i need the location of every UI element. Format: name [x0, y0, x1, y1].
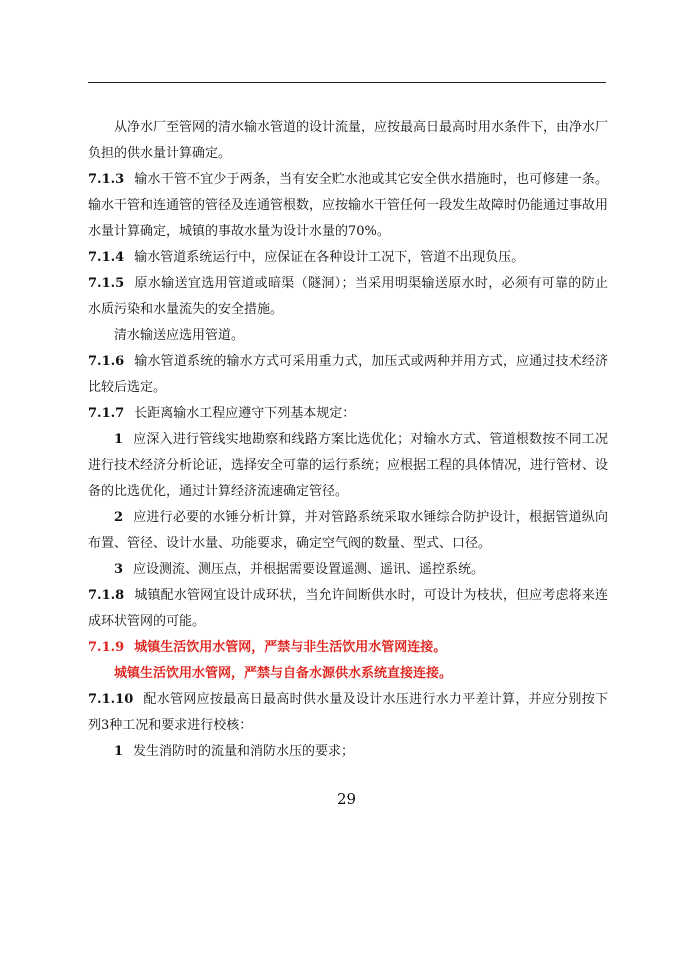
clause-number: 7.1.9 — [88, 640, 125, 655]
clause-number: 7.1.3 — [88, 172, 125, 187]
clause-number: 7.1.6 — [88, 354, 125, 369]
list-item-number: 3 — [114, 562, 124, 577]
list-item — [88, 557, 608, 583]
clause-7-1-9-mandatory-2 — [88, 661, 608, 687]
clause-text: 原水输送宜选用管道或暗渠（隧洞）；当采用明渠输送原水时，必须有可靠的防止水质污染和水量流失的安全措施。 — [88, 276, 608, 317]
list-item-text: 应深入进行管线实地勘察和线路方案比选优化；对输水方式、管道根数按不同工况进行技术经济分析论证，选择安全可靠的运行系统；应根据工程的具体情况，进行管材、设备的比选优化，通过计算经济流速确定管径。 — [88, 432, 609, 499]
clause-text: 输水干管不宜少于两条，当有安全贮水池或其它安全供水措施时，也可修建一条。输水干管和连通管的管径及连通管根数，应按输水干管任何一段发生故障时仍能通过事故用水量计算确定，城镇的事故水量为设计水量的70%。 — [88, 172, 609, 239]
clause-7-1-3 — [88, 167, 608, 245]
clause-number: 7.1.10 — [88, 692, 134, 707]
list-item — [88, 505, 608, 557]
clause-7-1-5 — [88, 271, 608, 323]
list-item — [88, 739, 608, 765]
clause-7-1-8 — [88, 583, 608, 635]
clause-text: 长距离输水工程应遵守下列基本规定： — [134, 406, 356, 421]
paragraph-text: 从净水厂至管网的清水输水管道的设计流量，应按最高日最高时用水条件下，由净水厂负担的供水量计算确定。 — [88, 120, 609, 161]
clause-text: 城镇生活饮用水管网，严禁与自备水源供水系统直接连接。 — [114, 666, 453, 681]
page-number: 29 — [336, 790, 357, 808]
document-body — [88, 115, 608, 765]
clause-text: 城镇配水管网宜设计成环状，当允许间断供水时，可设计为枝状，但应考虑将来连成环状管网的可能。 — [88, 588, 608, 629]
list-item-text: 发生消防时的流量和消防水压的要求； — [133, 744, 355, 759]
list-item-text: 应进行必要的水锤分析计算，并对管路系统采取水锤综合防护设计，根据管道纵向布置、管径、设计水量、功能要求，确定空气阀的数量、型式、口径。 — [88, 510, 608, 551]
clause-number: 7.1.8 — [88, 588, 125, 603]
clause-number: 7.1.5 — [88, 276, 125, 291]
header-rule — [88, 82, 606, 83]
clause-7-1-5-note — [88, 323, 608, 349]
list-item — [88, 427, 608, 505]
clause-7-1-9-mandatory — [88, 635, 608, 661]
clause-7-1-7 — [88, 401, 608, 427]
list-item-number: 2 — [114, 510, 124, 525]
clause-number: 7.1.4 — [88, 250, 125, 265]
clause-7-1-4 — [88, 245, 608, 271]
clause-text: 输水管道系统运行中，应保证在各种设计工况下，管道不出现负压。 — [134, 250, 525, 265]
clause-text: 清水输送应选用管道。 — [114, 328, 245, 343]
list-item-number: 1 — [114, 744, 124, 759]
clause-text: 配水管网应按最高日最高时供水量及设计水压进行水力平差计算，并应分别按下列3种工况和要求进行校核： — [88, 692, 608, 733]
clause-text: 输水管道系统的输水方式可采用重力式，加压式或两种并用方式，应通过技术经济比较后选定。 — [88, 354, 608, 395]
clause-7-1-10 — [88, 687, 608, 739]
clause-7-1-6 — [88, 349, 608, 401]
list-item-text: 应设测流、测压点，并根据需要设置遥测、遥讯、遥控系统。 — [133, 562, 485, 577]
list-item-number: 1 — [114, 432, 124, 447]
clause-text: 城镇生活饮用水管网，严禁与非生活饮用水管网连接。 — [134, 640, 447, 655]
clause-number: 7.1.7 — [88, 406, 125, 421]
paragraph-clear-water-flow — [88, 115, 608, 167]
